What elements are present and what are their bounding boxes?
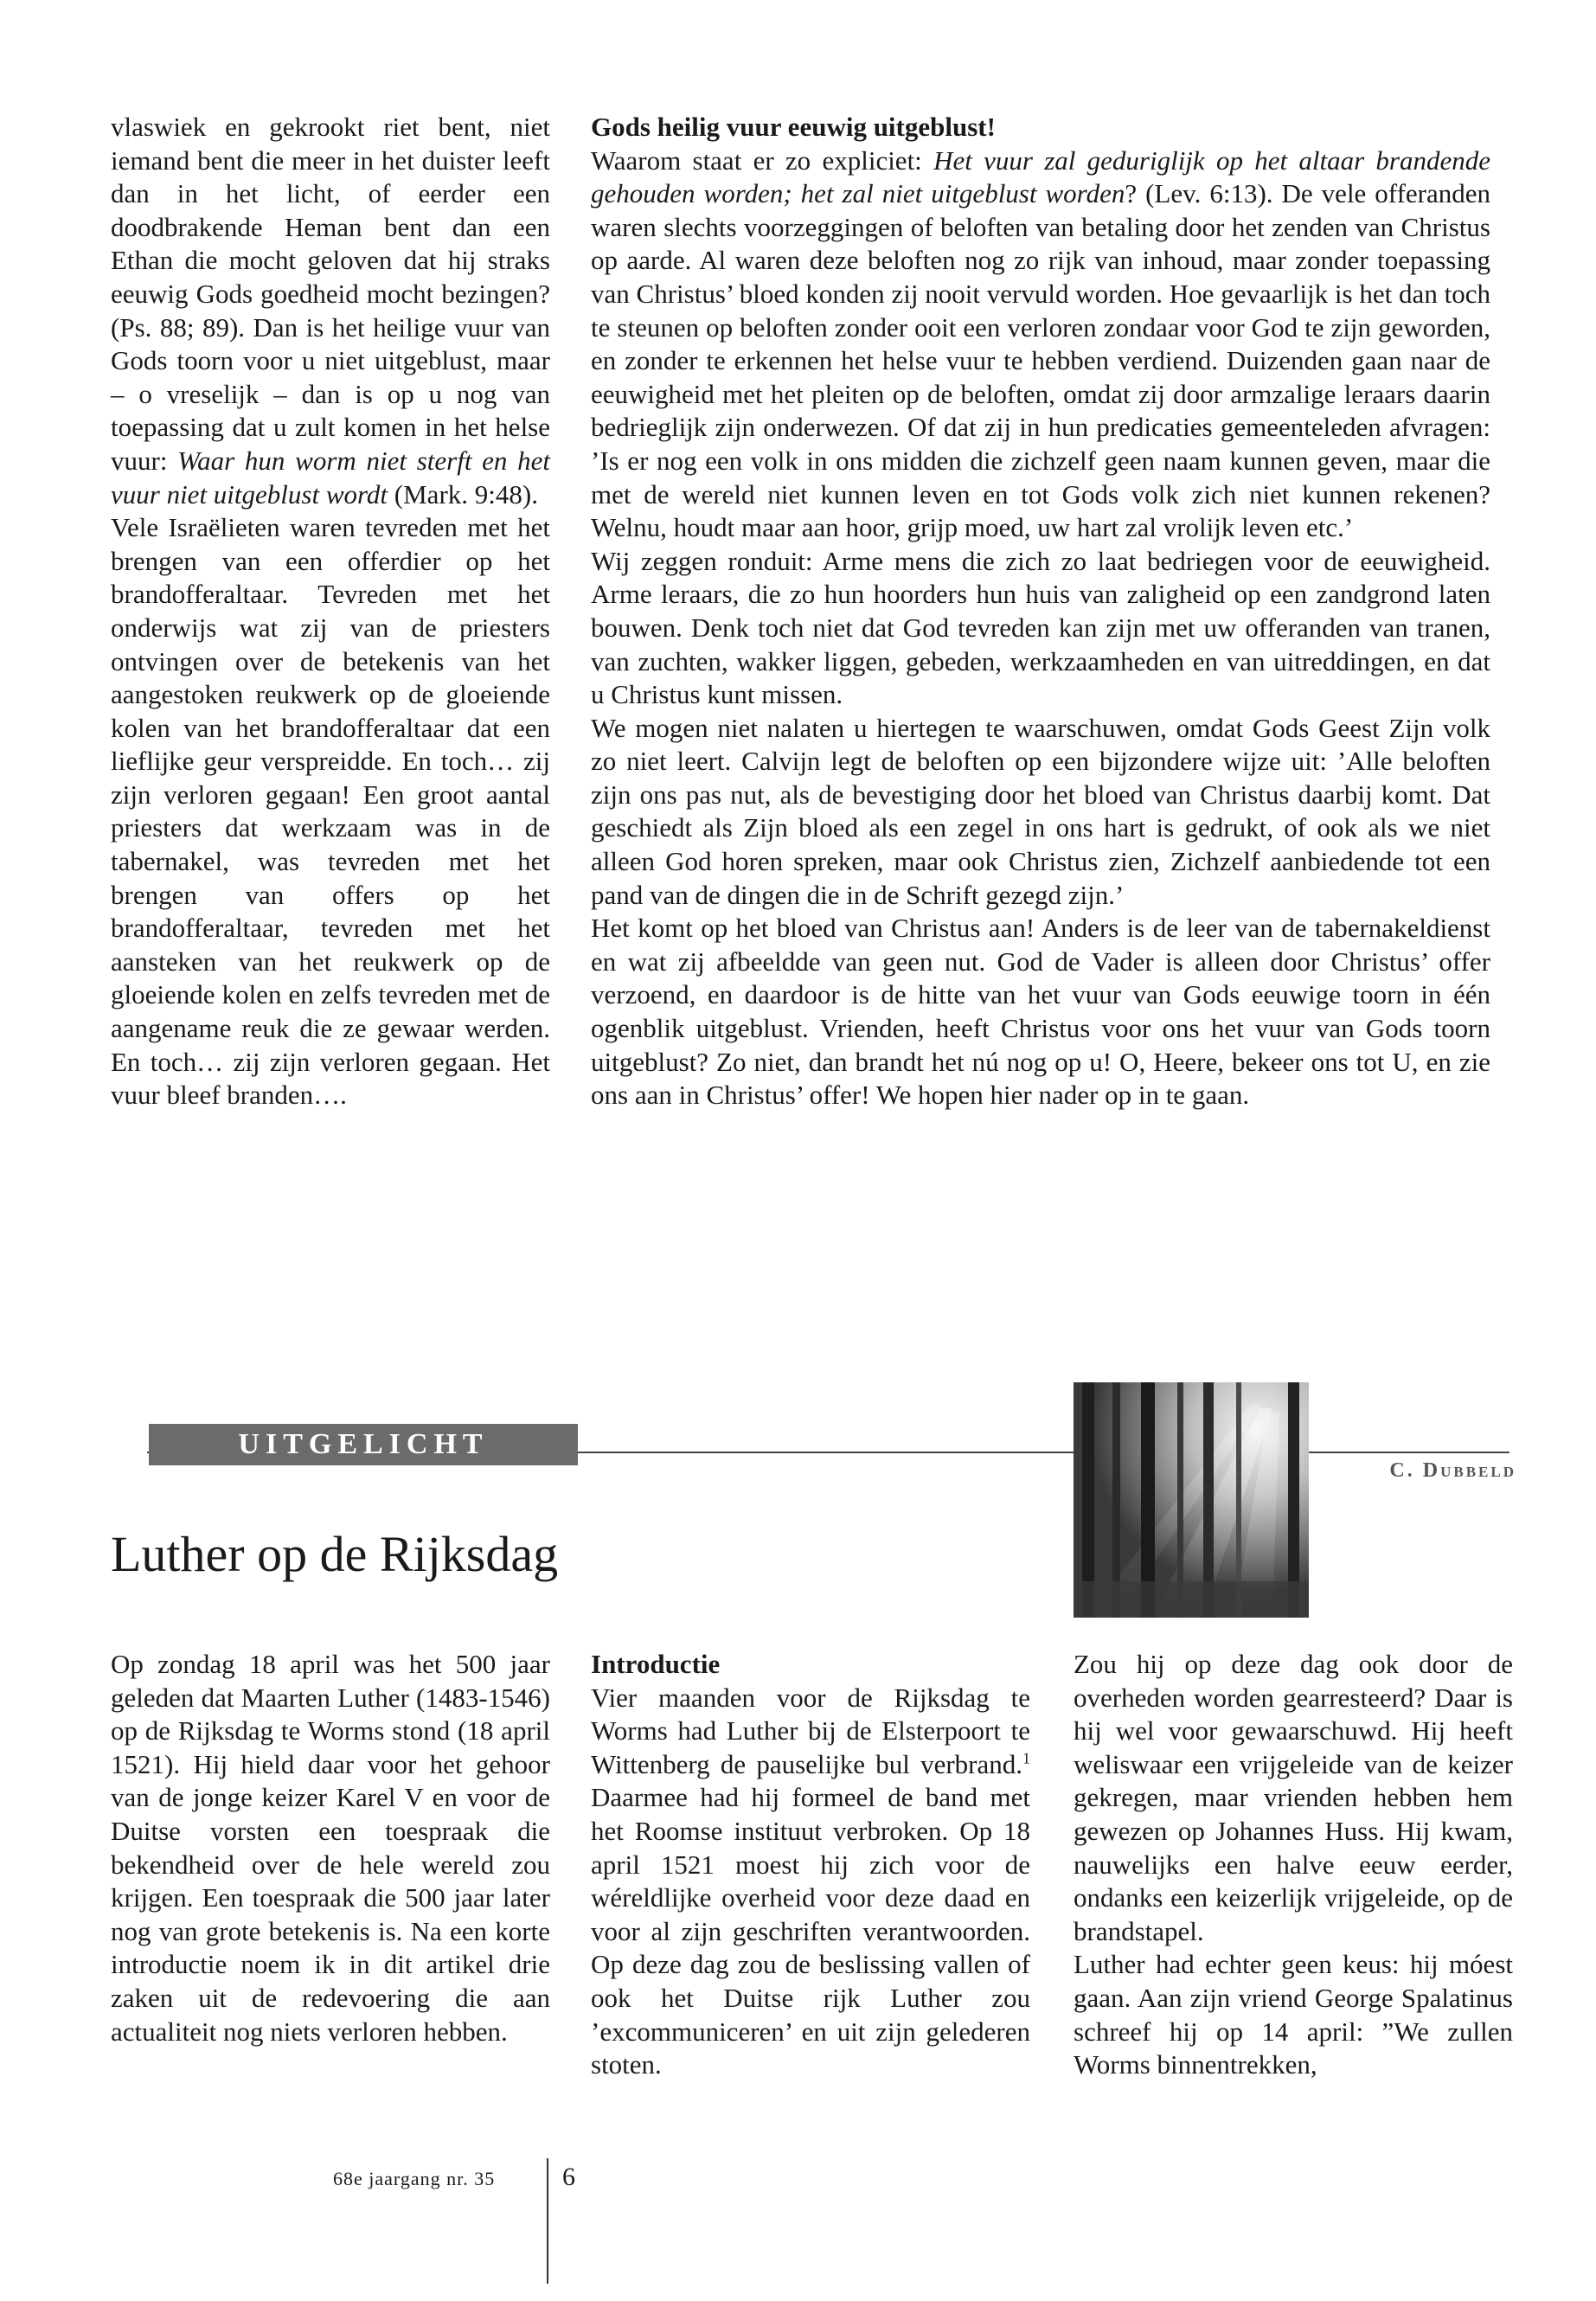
article-right-column bbox=[591, 111, 1490, 1112]
paragraph: Vier maanden voor de Rijksdag te Worms had Luther bij de Elsterpoort te Wittenberg de pauselijke bul verbrand.$^1$ Daarmee had hij formeel de band met het Roomse instituut verbroken. Op 18 april 1521 moest hij zich voor de wéreldlijke overheid voor deze daad en voor al zijn geschriften verantwoorden. Op deze dag zou de beslissing vallen of ook het Duitse rijk Luther zou ’excommuniceren’ en uit zijn gelederen stoten. bbox=[591, 1682, 1030, 2080]
paragraph: Zou hij op deze dag ook door de overheden worden gearresteerd? Daar is hij wel voor gewaarschuwd. Hij heeft weliswaar een vrijgeleide van de keizer gekregen, maar vrienden hebben hem gewezen op Johannes Huss. Hij kwam, nauwelijks een halve eeuw eerder, ondanks een keizerlijk vrijgeleide, op de brandstapel. bbox=[1074, 1649, 1513, 1946]
section-heading: Gods heilig vuur eeuwig uitgeblust! bbox=[591, 112, 996, 142]
subheading: Introductie bbox=[591, 1649, 721, 1679]
paragraph: Wij zeggen ronduit: Arme mens die zich zo laat bedriegen voor de eeuwigheid. Arme leraars, die zo hun hoorders hun huis van zaligheid op een zandgrond laten bouwen. Denk toch niet dat God tevreden kan zijn met uw offeranden van tranen, van zuchten, wakker liggen, gebeden, werkzaamheden en van uitreddingen, en dat u Christus kunt missen. bbox=[591, 545, 1490, 710]
scripture-quote: Het vuur zal geduriglijk op het altaar brandende gehouden worden; het zal niet uitgeblust worden bbox=[591, 144, 1490, 209]
feature-column-2 bbox=[591, 1648, 1030, 2082]
paragraph: Vele Israëlieten waren tevreden met het brengen van een offerdier op het brandofferaltaar. Tevreden met het onderwijs wat zij van de priesters ontvingen over de betekenis van het aangestoken reukwerk op de gloeiende kolen van het brandofferaltaar dat een lieflijke geur verspreidde. En toch… zij zijn verloren gegaan! Een groot aantal priesters dat werkzaam was in de tabernakel, was tevreden met het brengen van offers op het brandofferaltaar, tevreden met het aansteken van het reukwerk op de gloeiende kolen en zelfs tevreden met de aangename reuk die ze gewaar werden. En toch… zij zijn verloren gegaan. Het vuur bleef branden…. bbox=[111, 512, 550, 1111]
article-title: Luther op de Rijksdag bbox=[111, 1526, 559, 1582]
scripture-quote: Waar hun worm niet sterft en het vuur niet uitgeblust wordt bbox=[111, 445, 551, 510]
paragraph: We mogen niet nalaten u hiertegen te waarschuwen, omdat Gods Geest Zijn volk zo niet leert. Calvijn legt de beloften op een bijzondere wijze uit: ’Alle beloften zijn ons pas nut, als de bevestiging door het bloed van Christus daarbij komt. Dat geschiedt als Zijn bloed als een zegel in ons hart is gedrukt, of ook als we niet alleen God horen spreken, maar ook Christus zien, Zichzelf aanbiedende tot een pand van de dingen die in de Schrift gezegd zijn.’ bbox=[591, 712, 1490, 910]
forest-photo bbox=[1074, 1382, 1309, 1618]
paragraph: Het komt op het bloed van Christus aan! Anders is de leer van de tabernakeldienst en wat zij afbeeldde van geen nut. God de Vader is alleen door Christus’ offer verzoend, en daardoor is de hitte van het vuur van Gods eeuwige toorn in één ogenblik uitgeblust. Vrienden, heeft Christus voor ons het vuur van Gods toorn uitgeblust? Zo niet, dan brandt het nú nog op u! O, Heere, bekeer ons tot U, en zie ons aan in Christus’ offer! We hopen hier nader op in te gaan. bbox=[591, 913, 1490, 1111]
footer-divider bbox=[547, 2158, 548, 2284]
article-left-column bbox=[111, 111, 550, 1112]
feature-column-3 bbox=[1074, 1648, 1513, 2082]
section-label: UITGELICHT bbox=[149, 1424, 578, 1465]
page-number: 6 bbox=[562, 2163, 575, 2191]
footnote-marker[interactable]: 1 bbox=[1022, 1749, 1030, 1767]
paragraph: Luther had echter geen keus: hij móest gaan. Aan zijn vriend George Spalatinus schreef hij op 14 april: ”We zullen Worms binnentrekken, bbox=[1074, 1949, 1513, 2080]
issue-info: 68e jaargang nr. 35 bbox=[333, 2168, 496, 2189]
paragraph: vlaswiek en gekrookt riet bent, niet iemand bent die meer in het duister leeft dan in het licht, of eerder een doodbrakende Heman bent dan een Ethan die mocht geloven dat hij straks eeuwig Gods goedheid mocht bezingen? (Ps. 88; 89). Dan is het heilige vuur van Gods toorn voor u niet uitgeblust, maar – o vreselijk – dan is op u nog van toepassing dat u zult komen in het helse vuur: Waar hun worm niet sterft en het vuur niet uitgeblust wordt (Mark. 9:48). bbox=[111, 112, 551, 510]
paragraph: Op zondag 18 april was het 500 jaar geleden dat Maarten Luther (1483-1546) op de Rijksdag te Worms stond (18 april 1521). Hij hield daar voor het gehoor van de jonge keizer Karel V en voor de Duitse vorsten een toespraak die bekendheid over de hele wereld zou krijgen. Een toespraak die 500 jaar later nog van grote betekenis is. Na een korte introductie noem ik in dit artikel drie zaken uit de redevoering die aan actualiteit nog niets verloren hebben. bbox=[111, 1649, 550, 2047]
feature-column-1 bbox=[111, 1648, 550, 2048]
author-name: C. Dubbeld bbox=[1389, 1459, 1516, 1482]
paragraph: Waarom staat er zo expliciet: Het vuur zal geduriglijk op het altaar brandende gehouden worden; het zal niet uitgeblust worden? (Lev. 6:13). De vele offeranden waren slechts voorzeggingen of beloften van betaling door het zenden van Christus op aarde. Al waren deze beloften nog zo rijk van inhoud, maar zonder toepassing van Christus’ bloed konden zij nooit vervuld worden. Hoe gevaarlijk is het dan toch te steunen op beloften zonder ooit een verloren zondaar voor God te zijn geworden, en zonder te erkennen het helse vuur te hebben verdiend. Duizenden gaan naar de eeuwigheid met het pleiten op de beloften, omdat zij door armzalige leraars daarin bedrieglijk zijn onderwezen. Of dat zij in hun predicaties gemeenteleden afvragen: ’Is er nog een volk in ons midden die zichzelf geen naam kunnen geven, maar die met de wereld niet kunnen leven en tot Gods volk zich niet kunnen rekenen? Welnu, houdt maar aan hoor, grijp moed, uw hart zal vrolijk leven etc.’ bbox=[591, 144, 1490, 543]
